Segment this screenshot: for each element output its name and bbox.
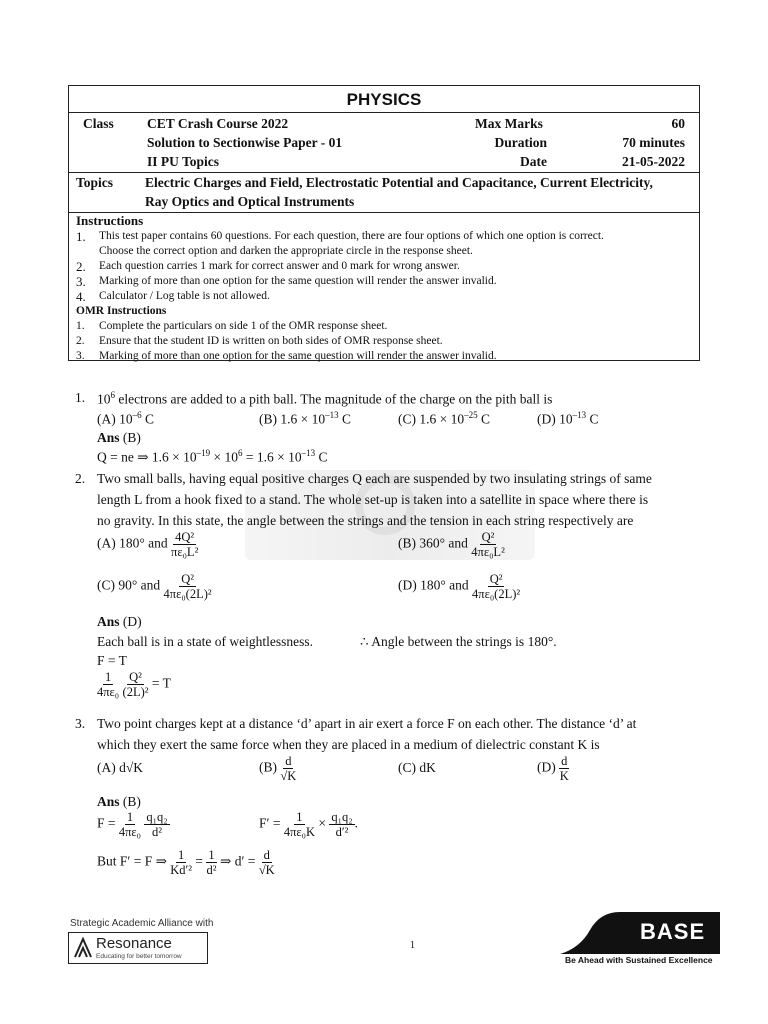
instruction-item [76, 229, 694, 244]
instructions-list [76, 229, 694, 304]
q3-option-d: (D) $\frac{d}{K}$ [537, 754, 569, 783]
instruction-number: 1. [76, 320, 85, 332]
instruction-number: 4. [76, 289, 86, 304]
q1-option-a: (A) $10^{-6}$ C [97, 410, 155, 427]
omr-instruction-item [76, 349, 694, 364]
instruction-text: Marking of more than one option for the same question will render the answer invalid. [99, 275, 497, 287]
instruction-text: This test paper contains 60 questions. For each question, there are four options of which one option is correct. [99, 230, 604, 242]
q2-line2: length L from a hook fixed to a stand. The whole set-up is taken into a satellite in space where there is [97, 492, 649, 507]
instruction-item [76, 289, 694, 304]
q1-option-c: (C) $1.6 \times 10^{-25}$ C [398, 410, 490, 427]
duration-label: Duration [494, 135, 547, 150]
date-label: Date [520, 154, 547, 169]
instruction-item [76, 244, 694, 259]
instruction-item [76, 274, 694, 289]
q3-option-a: (A) d√K [97, 760, 144, 775]
q3-line2: which they exert the same force when they are placed in a medium of dielectric constant K is [97, 737, 600, 752]
q3-option-b: (B) $\frac{d}{√K}$ [259, 754, 297, 783]
instruction-number: 2. [76, 259, 86, 274]
q3-derivation: But F′ = F ⇒ $\frac{1}{\text{Kd′²}}$ = $\frac{1}{\text{d²}}$ ⇒ d′ = $\frac{d}{√K}$ [97, 848, 275, 877]
q1-option-b: (B) $1.6 \times 10^{-13}$ C [259, 410, 351, 427]
omr-list [76, 319, 694, 364]
instruction-number: 3. [76, 350, 85, 362]
q2-solution-1: Each ball is in a state of weightlessness. [97, 634, 313, 649]
topics-group: II PU Topics [147, 154, 220, 169]
base-logo-text: BASE [640, 919, 706, 944]
q2-answer: Ans (D) [97, 614, 142, 629]
q2-option-b: (B) 360° and $\frac{\text{Q²}}{\text{4πε₀L²}}$ [398, 530, 505, 559]
instruction-text: Ensure that the student ID is written on both sides of OMR response sheet. [99, 335, 443, 347]
q2-solution-1b: ∴ Angle between the strings is 180°. [360, 634, 557, 649]
date-value: 21-05-2022 [622, 154, 685, 169]
q2-option-a: (A) 180° and $\frac{\text{4Q²}}{\text{πε₀L²}}$ [97, 530, 199, 559]
instruction-number: 1. [76, 229, 86, 244]
base-tagline: Be Ahead with Sustained Excellence [565, 955, 713, 965]
topics-line1: Electric Charges and Field, Electrostatic Potential and Capacitance, Current Electricity, [145, 175, 653, 190]
max-marks-label: Max Marks [475, 116, 543, 131]
page-number: 1 [410, 940, 415, 951]
class-label: Class [83, 116, 114, 131]
q2-number: 2. [75, 471, 86, 486]
instruction-text: Calculator / Log table is not allowed. [99, 290, 270, 302]
q1-option-d: (D) $10^{-13}$ C [537, 410, 599, 427]
q3-option-c: (C) dK [398, 760, 436, 775]
class-row [69, 113, 699, 173]
course-name: CET Crash Course 2022 [147, 116, 289, 131]
resonance-name: Resonance [96, 935, 172, 952]
instruction-number: 3. [76, 274, 86, 289]
q1-solution: Q = ne ⇒ $1.6 \times 10^{-19} \times 10^6 = 1.6 \times 10^{-13}$ C [97, 448, 328, 465]
topics-row [69, 173, 699, 213]
instructions-title: Instructions [76, 213, 144, 228]
q2-option-c: (C) 90° and $\frac{\text{Q²}}{\text{4πε₀(2L)²}}$ [97, 572, 212, 601]
omr-title: OMR Instructions [76, 305, 167, 317]
q3-line1: Two point charges kept at a distance ‘d’ apart in air exert a force F on each other. The distance ‘d’ at [97, 716, 637, 731]
topics-label: Topics [76, 175, 114, 190]
q3-number: 3. [75, 716, 86, 731]
max-marks-value: 60 [671, 116, 685, 131]
q2-line1: Two small balls, having equal positive charges Q each are suspended by two insulating strings of same [97, 471, 652, 486]
instructions-block [76, 213, 694, 364]
omr-instruction-item [76, 334, 694, 349]
q2-line3: no gravity. In this state, the angle between the strings and the tension in each string respectively are [97, 513, 634, 528]
q2-solution-2: F = T [97, 653, 127, 668]
q2-solution-3: $\frac{1}{\text{4πε₀}}$ $\frac{\text{Q²}}{\text{(2L)²}}$ = T [97, 670, 171, 699]
alliance-text: Strategic Academic Alliance with [70, 918, 214, 929]
omr-instruction-item [76, 319, 694, 334]
q3-answer: Ans (B) [97, 794, 141, 809]
resonance-logo [68, 932, 208, 964]
topics-line2: Ray Optics and Optical Instruments [145, 194, 355, 209]
duration-value: 70 minutes [622, 135, 685, 150]
instruction-text: Complete the particulars on side 1 of the OMR response sheet. [99, 320, 388, 332]
q1-number: 1. [75, 390, 86, 405]
paper-name: Solution to Sectionwise Paper - 01 [147, 135, 343, 150]
subject-title: PHYSICS [69, 86, 699, 113]
instruction-text: Each question carries 1 mark for correct answer and 0 mark for wrong answer. [99, 260, 460, 272]
resonance-tagline: Educating for better tomorrow [96, 953, 182, 960]
q2-option-d: (D) 180° and $\frac{\text{Q²}}{\text{4πε₀(2L)²}}$ [398, 572, 521, 601]
instruction-number: 2. [76, 335, 85, 347]
instruction-item [76, 259, 694, 274]
q1-text: $10^6$ electrons are added to a pith ball. The magnitude of the charge on the pith ball is [97, 390, 553, 407]
q1-answer: Ans (B) [97, 430, 141, 445]
q3-force-eq: F = $\frac{1}{\text{4πε₀}}$ $\frac{\text{q₁q₂}}{\text{d²}}$ [97, 810, 168, 839]
header-table [68, 85, 700, 361]
resonance-symbol-icon [73, 937, 93, 959]
instruction-text: Choose the correct option and darken the appropriate circle in the response sheet. [99, 245, 473, 257]
instruction-text: Marking of more than one option for the same question will render the answer invalid. [99, 350, 497, 362]
q3-force-medium-eq: F′ = $\frac{1}{\text{4πε₀K}}$ × $\frac{\text{q₁q₂}}{\text{d′²}}$ . [259, 810, 358, 839]
